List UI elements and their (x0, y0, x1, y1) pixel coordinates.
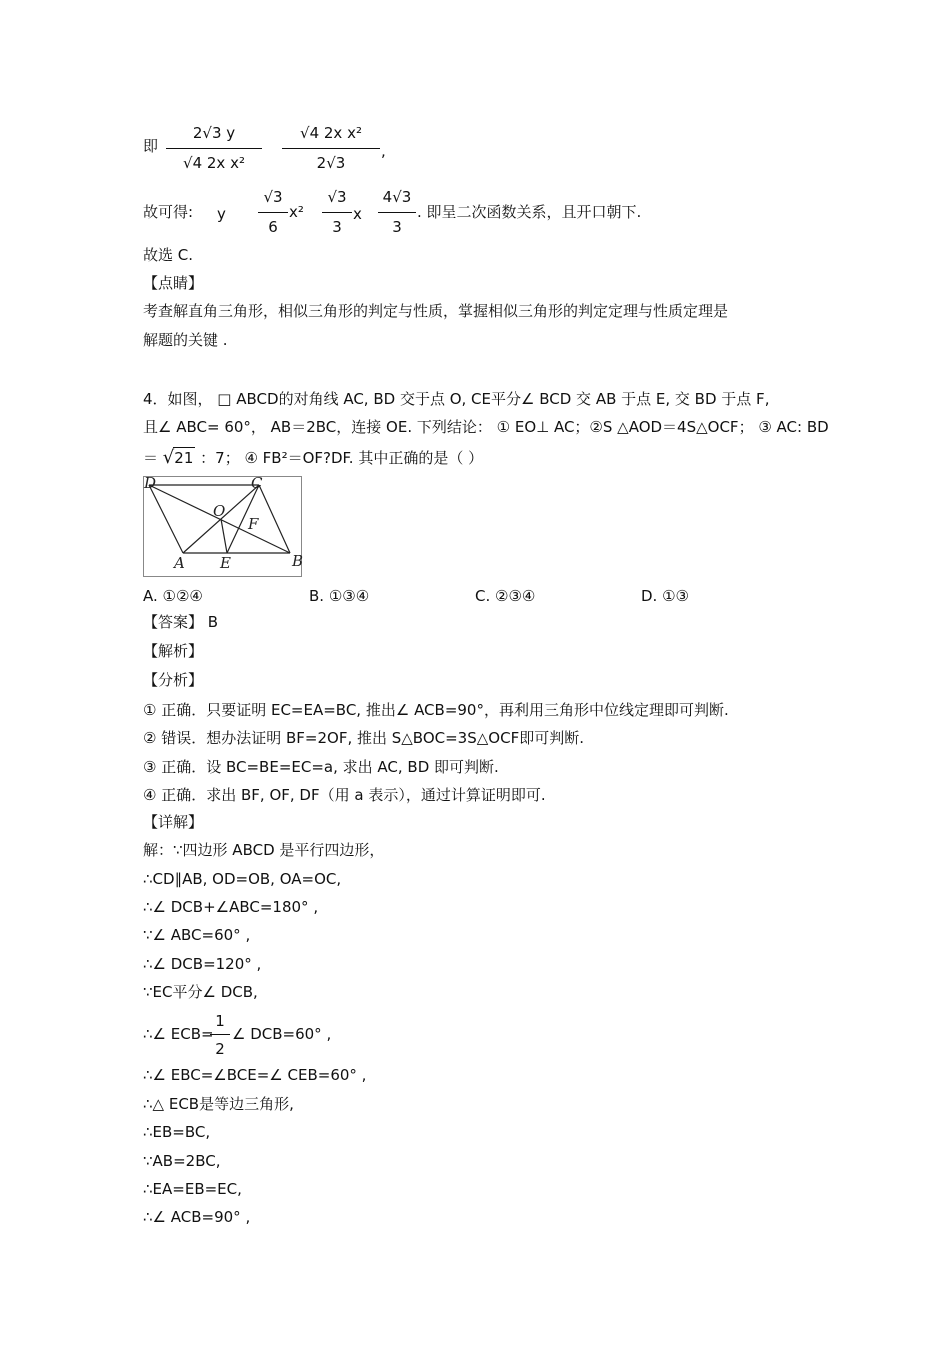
question4-line3 (143, 449, 483, 467)
fraction-1-bar (166, 148, 262, 149)
detail2-line-5: ∴EA=EB=EC, (143, 1180, 242, 1198)
line2-x: x (353, 205, 362, 223)
option-a: A. ①②④ (143, 587, 203, 605)
detail-line-6: ∵EC平分∠ DCB, (143, 983, 258, 1001)
jiexi-heading: 【解析】 (143, 642, 204, 660)
answer-line: 【答案】 B (143, 613, 219, 631)
detail-line-4: ∵∠ ABC=60° , (143, 926, 251, 944)
fraction-2-denominator: 2√3 (316, 154, 346, 172)
label-b: B (292, 552, 303, 570)
label-a: A (174, 554, 185, 572)
fraction-3 (258, 188, 288, 238)
label-c: C (251, 476, 263, 492)
fraction-4-denominator: 3 (332, 218, 342, 236)
analysis-2: ② 错误．想办法证明 BF=2OF, 推出 S△BOC=3S△OCF即可判断. (143, 729, 584, 747)
fraction-2-bar (282, 148, 380, 149)
dianjing-text-1: 考查解直角三角形，相似三角形的判定与性质，掌握相似三角形的判定定理与性质定理是 (143, 302, 729, 320)
dianjing-heading: 【点睛】 (143, 274, 204, 292)
label-d: D (144, 476, 157, 492)
side-cb (259, 485, 290, 553)
label-f: F (248, 515, 259, 533)
fraction-2-numerator: √4 2x x² (300, 124, 362, 142)
detail2-line-4: ∵AB=2BC, (143, 1152, 221, 1170)
fraction-2 (282, 124, 380, 180)
fraction-half-denominator: 2 (215, 1040, 225, 1058)
fraction-4 (322, 188, 352, 238)
fraction-half-bar (210, 1034, 230, 1035)
ecb-suffix: ∠ DCB=60° , (232, 1025, 332, 1043)
parallelogram-figure (143, 476, 303, 578)
detail-heading: 【详解】 (143, 813, 204, 831)
fraction-5-denominator: 3 (392, 218, 402, 236)
fraction-half (210, 1012, 230, 1060)
detail2-line-1: ∴∠ EBC=∠BCE=∠ CEB=60° , (143, 1066, 367, 1084)
analysis-4: ④ 正确．求出 BF, OF, DF（用 a 表示），通过计算证明即可. (143, 786, 546, 804)
question4-line1: 4．如图， □ ABCD的对角线 AC, BD 交于点 O, CE平分∠ BCD 交 AB 于点 E, 交 BD 于点 F, (143, 390, 770, 408)
question4-line3-eq: ＝ (143, 449, 159, 467)
fraction-1-denominator: √4 2x x² (183, 154, 245, 172)
line2-x2: x² (289, 203, 304, 221)
analysis-3: ③ 正确．设 BC=BE=EC=a, 求出 AC, BD 即可判断. (143, 758, 499, 776)
fraction-3-bar (258, 212, 288, 213)
option-d: D. ①③ (641, 587, 689, 605)
fraction-4-numerator: √3 (327, 188, 347, 206)
ecb-prefix: ∴∠ ECB= (143, 1025, 214, 1043)
side-da (149, 485, 183, 553)
dianjing-text-2: 解题的关键 . (143, 331, 228, 349)
fraction-5 (378, 188, 416, 238)
line2-prefix: 故可得: (143, 203, 194, 221)
question4-line3-rest: ：7； ④ FB²＝OF?DF. 其中正确的是（ ） (200, 449, 484, 467)
fraction-5-numerator: 4√3 (382, 188, 412, 206)
fraction-half-numerator: 1 (215, 1012, 225, 1030)
label-o: O (213, 502, 226, 520)
detail-line-2: ∴CD∥AB, OD=OB, OA=OC, (143, 870, 342, 888)
fraction-1-numerator: 2√3 y (192, 124, 236, 142)
detail-line-3: ∴∠ DCB+∠ABC=180° , (143, 898, 319, 916)
question4-line2: 且∠ ABC= 60°， AB＝2BC，连接 OE. 下列结论： ① EO⊥ AC；②S △AOD＝4S△OCF； ③ AC: BD (143, 418, 829, 436)
fraction-3-numerator: √3 (263, 188, 283, 206)
detail2-line-6: ∴∠ ACB=90° , (143, 1208, 251, 1226)
segment-oe (221, 519, 227, 553)
fraction-3-denominator: 6 (268, 218, 278, 236)
line2-y: y (217, 205, 226, 223)
fraction-1 (166, 124, 262, 180)
detail-line-1: 解：∵四边形 ABCD 是平行四边形， (143, 841, 385, 859)
detail-line-5: ∴∠ DCB=120° , (143, 955, 262, 973)
choice-statement: 故选 C. (143, 246, 194, 264)
analysis-1: ① 正确．只要证明 EC=EA=BC, 推出∠ ACB=90°，再利用三角形中位线定理即可判断. (143, 701, 729, 719)
line2-suffix: . 即呈二次函数关系，且开口朝下. (417, 203, 642, 221)
label-e: E (220, 554, 231, 572)
detail2-line-3: ∴EB=BC, (143, 1123, 211, 1141)
fenxi-heading: 【分析】 (143, 671, 204, 689)
sqrt-21-radicand: 21 (174, 449, 194, 467)
line1-prefix: 即 (143, 137, 159, 155)
fraction-4-bar (322, 212, 352, 213)
detail2-line-2: ∴△ ECB是等边三角形, (143, 1095, 294, 1113)
fraction-5-bar (378, 212, 416, 213)
sqrt-21: √21 (162, 447, 194, 468)
option-b: B. ①③④ (309, 587, 370, 605)
line1-suffix: , (381, 142, 386, 160)
option-c: C. ②③④ (475, 587, 536, 605)
